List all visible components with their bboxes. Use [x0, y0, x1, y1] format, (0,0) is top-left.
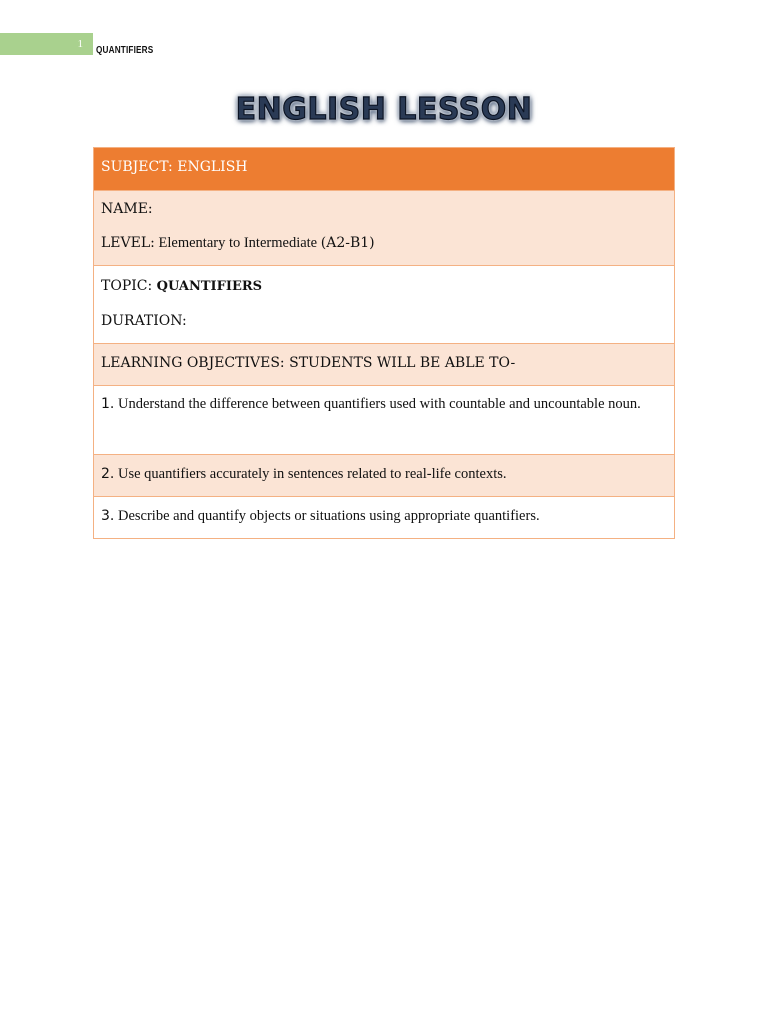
- running-header-title: QUANTIFIERS: [96, 45, 154, 56]
- objective-text: Understand the difference between quantifiers used with countable and uncountable noun.: [114, 396, 641, 412]
- name-level-row: [94, 190, 674, 265]
- subject-row: [94, 148, 674, 190]
- level-code: (A2-B1): [320, 235, 375, 251]
- objective-number: 1.: [101, 396, 115, 412]
- subject-text: SUBJECT: ENGLISH: [101, 159, 248, 175]
- objective-item-3: [94, 496, 674, 538]
- objective-text: Use quantifiers accurately in sentences related to real-life contexts.: [114, 466, 507, 482]
- objective-item-1: [94, 385, 674, 454]
- level-line: [101, 226, 667, 260]
- lesson-title: ENGLISH LESSON: [235, 92, 533, 127]
- topic-label: TOPIC:: [101, 278, 157, 294]
- topic-duration-row: [94, 265, 674, 343]
- objective-item-2: [94, 454, 674, 496]
- objective-number: 2.: [101, 466, 115, 482]
- lesson-plan-table: [93, 147, 675, 539]
- objectives-heading-row: [94, 343, 674, 385]
- page-number: 1: [77, 38, 83, 50]
- objective-text: Describe and quantify objects or situations using appropriate quantifiers.: [114, 508, 540, 524]
- level-value: Elementary to Intermediate: [154, 235, 321, 251]
- objectives-heading: LEARNING OBJECTIVES: STUDENTS WILL BE ABLE TO-: [101, 355, 516, 371]
- page-number-tab: [0, 33, 93, 55]
- topic-value: QUANTIFIERS: [156, 279, 263, 294]
- objective-number: 3.: [101, 508, 115, 524]
- name-label: NAME:: [101, 201, 153, 217]
- topic-line: [101, 269, 667, 304]
- duration-label: DURATION:: [101, 313, 187, 329]
- level-label: LEVEL:: [101, 235, 155, 251]
